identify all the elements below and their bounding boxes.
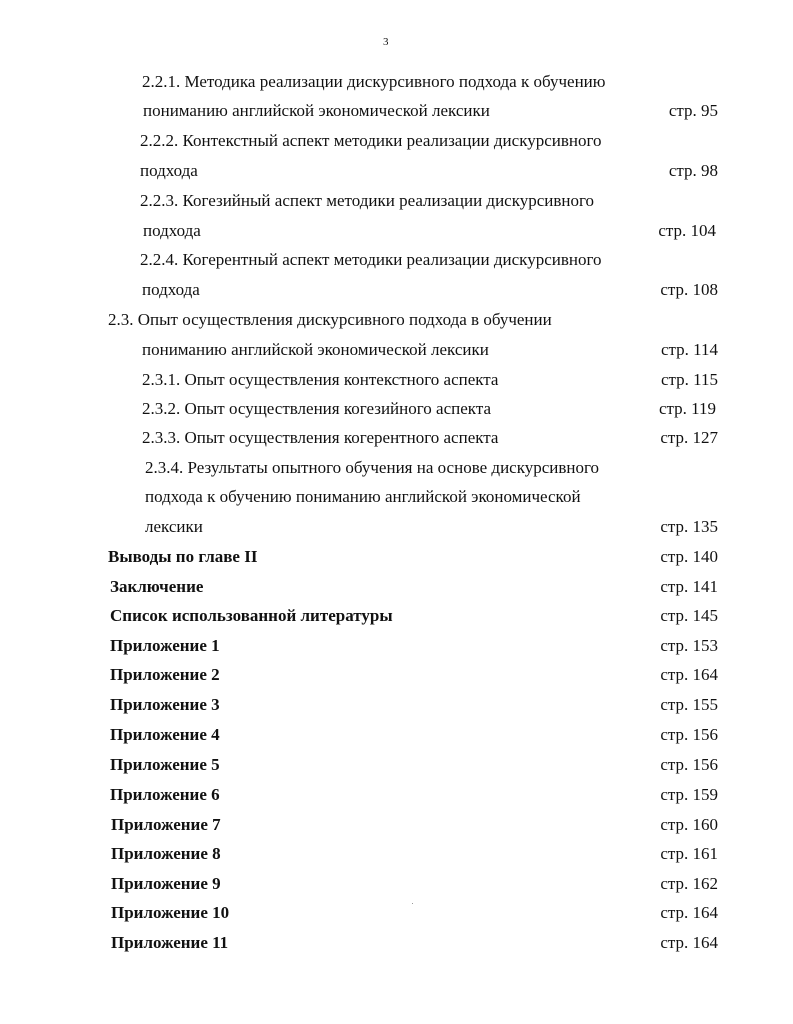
toc-entry-page: стр. 114 — [660, 340, 718, 359]
toc-entry-text: Список использованной литературы — [110, 606, 393, 625]
toc-entry-page: стр. 135 — [660, 517, 718, 536]
toc-entry-page: стр. 156 — [660, 755, 718, 774]
toc-entry-page: стр. 119 — [658, 399, 716, 418]
toc-entry-text: Заключение — [110, 577, 204, 596]
toc-entry-text: Приложение 3 — [110, 695, 220, 714]
toc-entry-text: Приложение 11 — [111, 933, 229, 952]
toc-entry-text: Приложение 6 — [110, 785, 220, 804]
toc-entry-text: подхода — [143, 221, 201, 240]
toc-entry-text: Приложение 10 — [111, 903, 230, 922]
toc-entry-text: 2.2.1. Методика реализации дискурсивного подхода к обучению — [142, 72, 606, 91]
toc-entry-page: стр. 164 — [660, 665, 718, 684]
toc-entry-text: 2.2.3. Когезийный аспект методики реализации дискурсивного — [140, 191, 595, 210]
toc-entry-text: подхода к обучению пониманию английской экономической — [145, 487, 581, 506]
toc-entry-page: стр. 145 — [660, 606, 718, 625]
toc-entry-page: стр. 140 — [660, 547, 718, 566]
page-number: 3 — [383, 36, 389, 48]
toc-entry-text: Приложение 4 — [110, 725, 220, 744]
toc-entry-page: стр. 98 — [668, 161, 718, 180]
toc-entry-text: Приложение 2 — [110, 665, 220, 684]
toc-entry-page: стр. 104 — [658, 221, 716, 240]
toc-entry-text: 2.3.1. Опыт осуществления контекстного аспекта — [142, 370, 499, 389]
toc-entry-page: стр. 108 — [660, 280, 718, 299]
toc-entry-text: Приложение 7 — [111, 815, 221, 834]
toc-entry-text: 2.3. Опыт осуществления дискурсивного подхода в обучении — [108, 310, 552, 329]
toc-entry-text: пониманию английской экономической лексики — [142, 340, 489, 359]
toc-entry-text: Приложение 8 — [111, 844, 221, 863]
toc-entry-page: стр. 164 — [660, 933, 718, 952]
toc-entry-page: стр. 159 — [660, 785, 718, 804]
toc-entry-page: стр. 161 — [660, 844, 718, 863]
toc-entry-text: пониманию английской экономической лексики — [143, 101, 490, 120]
toc-entry-page: стр. 160 — [660, 815, 718, 834]
toc-entry-text: 2.3.2. Опыт осуществления когезийного аспекта — [142, 399, 492, 418]
scan-speck — [412, 903, 413, 904]
toc-entry-page: стр. 153 — [660, 636, 718, 655]
toc-entry-page: стр. 164 — [660, 903, 718, 922]
toc-entry-text: Приложение 9 — [111, 874, 221, 893]
toc-entry-page: стр. 141 — [660, 577, 718, 596]
toc-entry-page: стр. 155 — [660, 695, 718, 714]
toc-entry-text: Приложение 5 — [110, 755, 220, 774]
toc-entry-page: стр. 156 — [660, 725, 718, 744]
toc-entry-page: стр. 162 — [660, 874, 718, 893]
toc-entry-text: 2.2.4. Когерентный аспект методики реализации дискурсивного — [140, 250, 602, 269]
toc-entry-text: 2.3.3. Опыт осуществления когерентного аспекта — [142, 428, 499, 447]
toc-entry-page: стр. 95 — [668, 101, 718, 120]
toc-entry-text: лексики — [145, 517, 203, 536]
toc-entry-text: подхода — [142, 280, 200, 299]
toc-entry-text: подхода — [140, 161, 198, 180]
toc-entry-text: Приложение 1 — [110, 636, 220, 655]
toc-entry-text: Выводы по главе II — [108, 547, 258, 566]
toc-entry-text: 2.3.4. Результаты опытного обучения на основе дискурсивного — [145, 458, 600, 477]
toc-entry-text: 2.2.2. Контекстный аспект методики реализации дискурсивного — [140, 131, 602, 150]
toc-entry-page: стр. 127 — [660, 428, 718, 447]
toc-entry-page: стр. 115 — [660, 370, 718, 389]
